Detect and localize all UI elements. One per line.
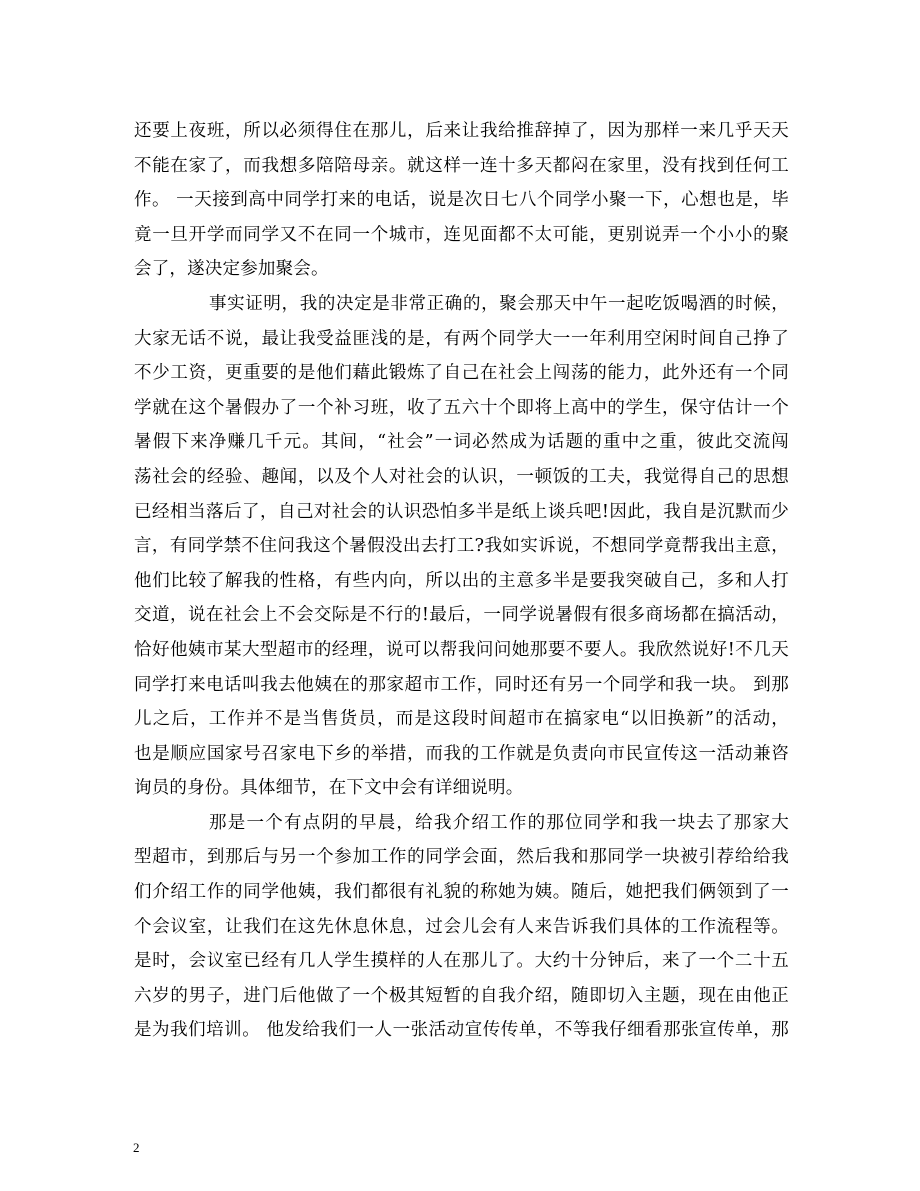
page-number: 2	[133, 1140, 140, 1155]
text-line: 询员的身份。具体细节，在下文中会有详细说明。	[134, 778, 524, 799]
text-line: 交道，说在社会上不会交际是不行的!最后，一同学说暑假有很多商场都在搞活动，	[134, 605, 789, 626]
text-line: 学就在这个暑假办了一个补习班，收了五六十个即将上高中的学生，保守估计一个	[134, 397, 789, 418]
text-line: 他们比较了解我的性格，有些内向，所以出的主意多半是要我突破自己，多和人打	[134, 570, 789, 591]
text-line: 竟一旦开学而同学又不在同一个城市，连见面都不太可能，更别说弄一个小小的聚	[134, 224, 789, 245]
text-line: 已经相当落后了，自己对社会的认识恐怕多半是纸上谈兵吧!因此，我自是沉默而少	[134, 501, 789, 522]
text-line: 六岁的男子，进门后他做了一个极其短暂的自我介绍，随即切入主题，现在由他正	[134, 985, 789, 1006]
text-line: 事实证明，我的决定是非常正确的，聚会那天中午一起吃饭喝酒的时候，	[209, 293, 789, 314]
text-line: 不能在家了，而我想多陪陪母亲。就这样一连十多天都闷在家里，没有找到任何工	[134, 155, 789, 176]
text-line: 们介绍工作的同学他姨，我们都很有礼貌的称她为姨。随后，她把我们俩领到了一	[134, 882, 789, 903]
text-line: 言，有同学禁不住问我这个暑假没出去打工?我如实诉说，不想同学竟帮我出主意，	[134, 536, 789, 557]
text-line: 个会议室，让我们在这先休息休息，过会儿会有人来告诉我们具体的工作流程等。	[134, 916, 789, 937]
text-line: 同学打来电话叫我去他姨在的那家超市工作，同时还有另一个同学和我一块。 到那	[134, 674, 789, 695]
text-line: 是为我们培训。 他发给我们一人一张活动宣传传单，不等我仔细看那张宣传单，那	[134, 1020, 789, 1041]
text-line: 大家无话不说，最让我受益匪浅的是，有两个同学大一一年利用空闲时间自己挣了	[134, 328, 789, 349]
text-line: 会了，遂决定参加聚会。	[134, 259, 329, 280]
text-line: 作。 一天接到高中同学打来的电话，说是次日七八个同学小聚一下，心想也是，毕	[134, 190, 789, 211]
text-line: 儿之后，工作并不是当售货员，而是这段时间超市在搞家电“以旧换新”的活动，	[134, 709, 789, 730]
text-line: 恰好他姨市某大型超市的经理，说可以帮我问问她那要不要人。我欣然说好!不几天	[134, 639, 789, 660]
document-body	[134, 114, 789, 1048]
text-line: 也是顺应国家号召家电下乡的举措，而我的工作就是负责向市民宣传这一活动兼咨	[134, 743, 789, 764]
text-line: 不少工资，更重要的是他们藉此锻炼了自己在社会上闯荡的能力，此外还有一个同	[134, 363, 789, 384]
text-line: 荡社会的经验、趣闻，以及个人对社会的认识，一顿饭的工夫，我觉得自己的思想	[134, 466, 789, 487]
text-line: 那是一个有点阴的早晨，给我介绍工作的那位同学和我一块去了那家大	[209, 812, 789, 833]
text-line: 还要上夜班，所以必须得住在那儿，后来让我给推辞掉了，因为那样一来几乎天天	[134, 121, 789, 141]
text-line: 是时，会议室已经有几人学生摸样的人在那儿了。大约十分钟后，来了一个二十五	[134, 951, 789, 972]
text-line: 暑假下来净赚几千元。其间，“社会”一词必然成为话题的重中之重，彼此交流闯	[134, 432, 789, 453]
text-line: 型超市，到那后与另一个参加工作的同学会面，然后我和那同学一块被引荐给给我	[134, 847, 789, 868]
